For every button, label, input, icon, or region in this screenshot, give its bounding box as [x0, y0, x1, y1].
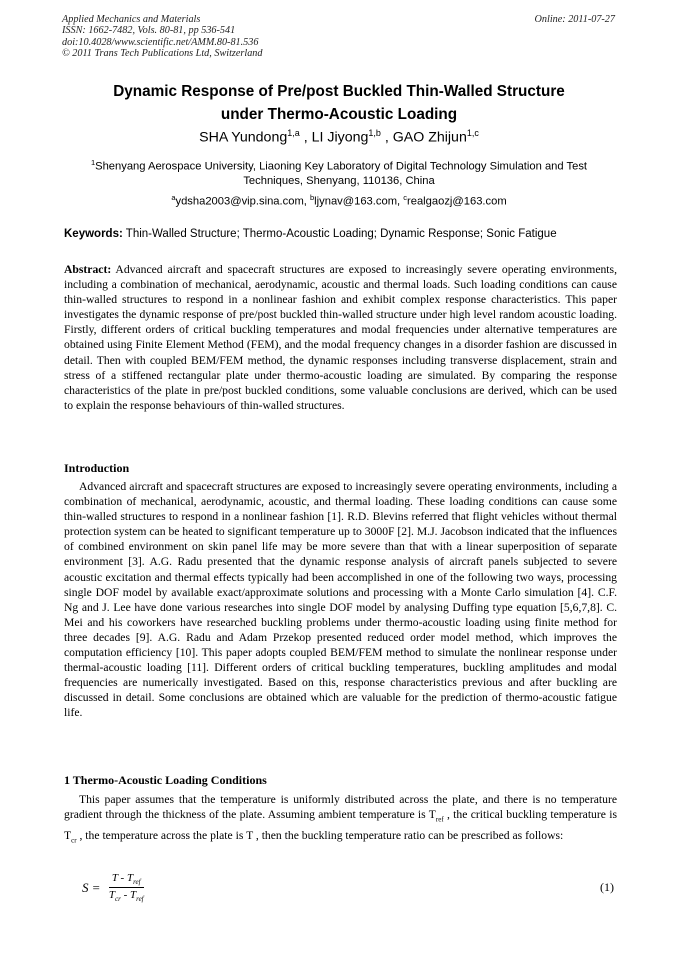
abstract-text: Advanced aircraft and spacecraft structures are exposed to increasingly severe operating environments, including a combination of mechanical, aerodynamic, acoustic and thermal loads. Such loading conditions can cause thin-walled structures to respond in a nonlinear fashion and exhibit complex response characteristics. This paper investigates the dynamic response of pre/post buckled thin-walled structure under high level random acoustic loading. Firstly, different orders of critical buckling temperatures and modal frequencies under alternative temperatures are obtained using Finite Element Method (FEM), and the modal frequency changes in a disorder fashion are discussed in detail. Then with coupled BEM/FEM method, the dynamic responses including transverse displacement, strain and stress of a stiffened rectangular plate under thermo-acoustic loading are simulated. By comparing the response characteristics of the plate in pre/post buckled conditions, some valuable conclusions are derived, which can be used to explain the response behaviours of thin-walled structures. — [64, 263, 617, 412]
email-sup: c — [403, 193, 407, 202]
equation-fraction — [106, 872, 147, 903]
email-link[interactable]: ydsha2003@vip.sina.com — [175, 195, 304, 208]
doi-line: doi:10.4028/www.scientific.net/AMM.80-81.536 — [62, 36, 259, 48]
online-date: Online: 2011-07-27 — [534, 14, 615, 25]
introduction-heading: Introduction — [64, 461, 130, 475]
keywords-text: Thin-Walled Structure; Thermo-Acoustic Loading; Dynamic Response; Sonic Fatigue — [125, 228, 557, 240]
author-name: SHA Yundong — [199, 129, 288, 146]
introduction-text: Advanced aircraft and spacecraft structures are exposed to increasingly severe operating environments, including a combination of mechanical, aerodynamic, acoustic, and thermal loading. These loading conditions can cause some thin-walled structures to respond in a nonlinear fashion [1]. R.D. Blevins referred that flight vehicles without thermal protection system can be heated to significant temperature up to 3000F [2]. M.J. Jacobson indicated that the influences of combined environment on skin panel life may be more severe than that with a linear superposition of separate environment [3]. A.G. Radu presented that the dynamic response analysis of aircraft panels subjected to severe acoustic excitation and thermal effects typically had been accomplished in one of the following two ways, processing single DOF model by available exact/approximate solutions and processing with a Monte Carlo simulation [4]. C.F. Ng and J. Lee have done various researches into single DOF model by analysing Duffing type equation [5,6,7,8]. C. Mei and his coworkers have researched buckling problems under thermo-acoustic loading using finite method for three decades [9]. A.G. Radu and Adam Przekop presented reduced order model method, which improves the computation efficiency [10]. This paper adopts coupled BEM/FEM method to simulate the nonlinear response under thermal-acoustic loading [11]. Different orders of critical buckling temperatures, buckling amplitudes and modal frequencies are numerically investigated. Based on this, response characteristics previous and after buckling are discussed in detail. Some conclusions are obtained which are valuable for the prediction of thermo-acoustic fatigue life. — [64, 480, 617, 720]
affiliation — [60, 156, 618, 188]
abstract — [64, 262, 617, 413]
journal-header — [62, 14, 262, 59]
affiliation-sup: 1 — [90, 158, 96, 167]
equation-numerator: T - $T_{ref}$ — [109, 872, 144, 888]
email-link[interactable]: ljynav@163.com — [314, 195, 398, 208]
equation-1: S = $\frac{T - T_{ref}}{T_{cr} - T_{ref}}$ — [82, 872, 147, 903]
affiliation-text: Shenyang Aerospace University, Liaoning Key Laboratory of Digital Technology Simulation and Test Techniques, Shenyang, 110136, China — [95, 160, 588, 187]
issn-line: ISSN: 1662-7482, Vols. 80-81, pp 536-541 — [62, 25, 236, 37]
abstract-label: Abstract: — [64, 263, 112, 276]
equation-lhs: S — [82, 879, 89, 895]
author-sup: 1,a — [287, 128, 300, 138]
email-sup: a — [171, 193, 176, 202]
email-link[interactable]: realgaozj@163.com — [407, 195, 507, 208]
email-sup: b — [309, 193, 315, 202]
keywords-label: Keywords: — [64, 228, 123, 240]
section1-heading: 1 Thermo-Acoustic Loading Conditions — [64, 773, 267, 787]
copyright-line: © 2011 Trans Tech Publications Ltd, Switzerland — [62, 47, 263, 59]
keywords — [64, 228, 619, 240]
equation-denominator: $T_{cr} - T_{ref}$ — [108, 889, 144, 904]
author-sup: 1,c — [466, 128, 479, 138]
author-sup: 1,b — [368, 128, 381, 138]
paper-title-line1: Dynamic Response of Pre/post Buckled Thin-Walled Structure — [113, 83, 565, 100]
author-name: GAO Zhijun — [392, 129, 467, 146]
author-list: SHA Yundong$^{1,a}$ , LI Jiyong$^{1,b}$ , GAO Zhijun$^{1,c}$ — [199, 128, 479, 146]
author-name: LI Jiyong — [311, 129, 369, 146]
section1-text: This paper assumes that the temperature is uniformly distributed across the plate, and there is no temperature gradient through the thickness of the plate. Assuming ambient temperature is $T_{ref}$ , the critical buckling temperature is $T_{cr}$ , the temperature across the plate is T , then the buckling temperature ratio can be prescribed as follows: — [64, 793, 617, 844]
email-list: $^a$ydsha2003@vip.sina.com, $^b$ljynav@163.com, $^c$realgaozj@163.com — [171, 193, 507, 208]
journal-name: Applied Mechanics and Materials — [62, 14, 201, 25]
equation-number: (1) — [600, 880, 614, 894]
paper-title-line2: under Thermo-Acoustic Loading — [220, 106, 458, 123]
